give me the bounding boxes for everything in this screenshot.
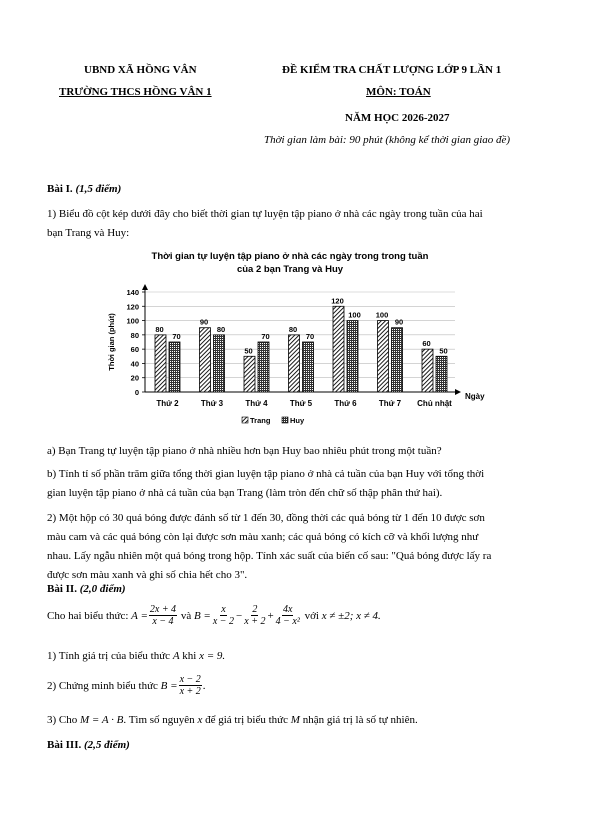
time-note: Thời gian làm bài: 90 phút (không kể thời gian giao đề)	[264, 134, 511, 146]
exam-title: ĐỀ KIỂM TRA CHẤT LƯỢNG LỚP 9 LẦN 1	[282, 64, 502, 76]
data-label: 50	[439, 346, 448, 356]
question-1b: b) Tính tỉ số phần trăm giữa tổng thời gian luyện tập piano ở nhà cả tuần của bạn Huy với tổng thời gian luyện tập piano ở nhà cả tuần của bạn Trang (làm tròn đến chữ số thập phân thứ hai).	[47, 468, 485, 499]
y-tick-label: 0	[134, 388, 139, 397]
bar-trang	[289, 335, 300, 392]
bar-trang	[200, 328, 211, 392]
bar-trang	[378, 321, 389, 392]
subject: MÔN: TOÁN	[366, 86, 431, 98]
school-authority: UBND XÃ HỒNG VÂN	[84, 64, 197, 76]
bar-huy	[392, 328, 403, 392]
bar-trang	[422, 349, 433, 392]
y-axis-label: Thời gian (phút)	[107, 313, 116, 371]
expr-a: A =	[131, 609, 148, 622]
data-label: 50	[244, 346, 253, 356]
data-label: 70	[172, 332, 181, 341]
x-tick-label: Thứ 6	[334, 399, 357, 408]
y-axis-arrow	[142, 284, 148, 290]
question-2: 2) Một hộp có 30 quả bóng được đánh số từ 1 đến 30, đồng thời các quả bóng từ 1 đến 10 được sơn màu cam và các quả bóng còn lại được sơn màu xanh; các quả bóng có kích cỡ và khối lượng như nhau. Lấy ngẫu nhiên một quả bóng trong hộp. Tính xác suất của biến cố sau: "Quả bóng được lấy ra được sơn màu xanh và ghi số chia hết cho 3".	[47, 512, 492, 581]
expr-b: B =	[193, 609, 211, 622]
x-tick-label: Thứ 4	[245, 399, 268, 408]
section-1-p1: 1) Biểu đồ cột kép dưới đây cho biết thời gian tự luyện tập piano ở nhà các ngày trong tuần của hai bạn Trang và Huy:	[47, 208, 483, 239]
y-tick-label: 60	[130, 345, 139, 355]
bar-trang	[244, 356, 255, 392]
data-label: 80	[155, 324, 164, 334]
y-tick-label: 80	[130, 330, 139, 340]
y-tick-label: 140	[126, 288, 139, 297]
data-label: 100	[375, 310, 389, 320]
question-2-3: 3) Cho M = A · B. Tìm số nguyên x để giá trị biểu thức M nhận giá trị là số tự nhiên.	[47, 714, 418, 726]
bar-huy	[214, 335, 225, 392]
data-label: 80	[216, 324, 226, 334]
x-tick-label: Thứ 7	[378, 399, 402, 408]
y-tick-label: 20	[130, 373, 139, 383]
x-tick-label: Thứ 2	[156, 399, 179, 408]
piano-practice-chart	[100, 245, 500, 437]
bar-huy	[169, 342, 180, 392]
legend-swatch-huy	[282, 417, 288, 423]
section-1-heading: Bài I. (1,5 điểm)	[47, 183, 122, 195]
section-2-heading: Bài II. (2,0 điểm)	[47, 583, 126, 595]
section-3-heading: Bài III. (2,5 điểm)	[47, 739, 130, 751]
question-1a: a) Bạn Trang tự luyện tập piano ở nhà nhiều hơn bạn Huy bao nhiêu phút trong một tuần?	[47, 445, 442, 457]
x-tick-label: Chủ nhật	[417, 399, 452, 408]
data-label: 60	[422, 339, 431, 349]
x-axis-arrow	[455, 389, 461, 395]
question-2-2: 2) Chứng minh biểu thức B = $\frac{x - 2}{x + 2}$ .	[47, 674, 206, 697]
school-year: NĂM HỌC 2026-2027	[345, 112, 450, 124]
x-tick-label: Thứ 3	[200, 399, 224, 408]
chart-subtitle: của 2 bạn Trang và Huy	[236, 264, 344, 275]
data-label: 80	[288, 324, 298, 334]
y-tick-label: 100	[126, 316, 139, 326]
chart-title: Thời gian tự luyện tập piano ở nhà các ngày trong trong tuần	[151, 251, 429, 262]
y-tick-label: 40	[130, 359, 139, 369]
bar-trang	[333, 306, 344, 392]
bar-huy	[258, 342, 269, 392]
data-label: 90	[199, 317, 209, 327]
x-tick-label: Thứ 5	[289, 399, 313, 408]
legend-swatch-trang	[242, 417, 248, 423]
data-label: 100	[348, 310, 361, 320]
data-label: 120	[331, 296, 344, 306]
expressions-line: Cho hai biểu thức: A = $\frac{2x + 4}{x - 4}$ và B = $\frac{x}{x - 2}$ − $\frac{2}{x + 2}$ + $\frac{4x}{\text{4 − x²}}$ với x ≠ ±2; x ≠ 4.	[47, 604, 381, 627]
data-label: 70	[305, 332, 315, 341]
question-2-1: 1) Tính giá trị của biểu thức A khi x = 9.	[47, 650, 226, 662]
data-label: 90	[394, 317, 404, 327]
data-label: 70	[261, 332, 270, 341]
bar-huy	[303, 342, 314, 392]
y-tick-label: 120	[126, 302, 139, 312]
bar-huy	[347, 321, 358, 392]
x-axis-label: Ngày	[465, 392, 485, 401]
legend-label-huy: Huy	[290, 416, 305, 425]
school-name: TRƯỜNG THCS HỒNG VÂN 1	[59, 86, 212, 98]
legend-label-trang: Trang	[250, 416, 271, 425]
bar-trang	[155, 335, 166, 392]
bar-huy	[436, 356, 447, 392]
